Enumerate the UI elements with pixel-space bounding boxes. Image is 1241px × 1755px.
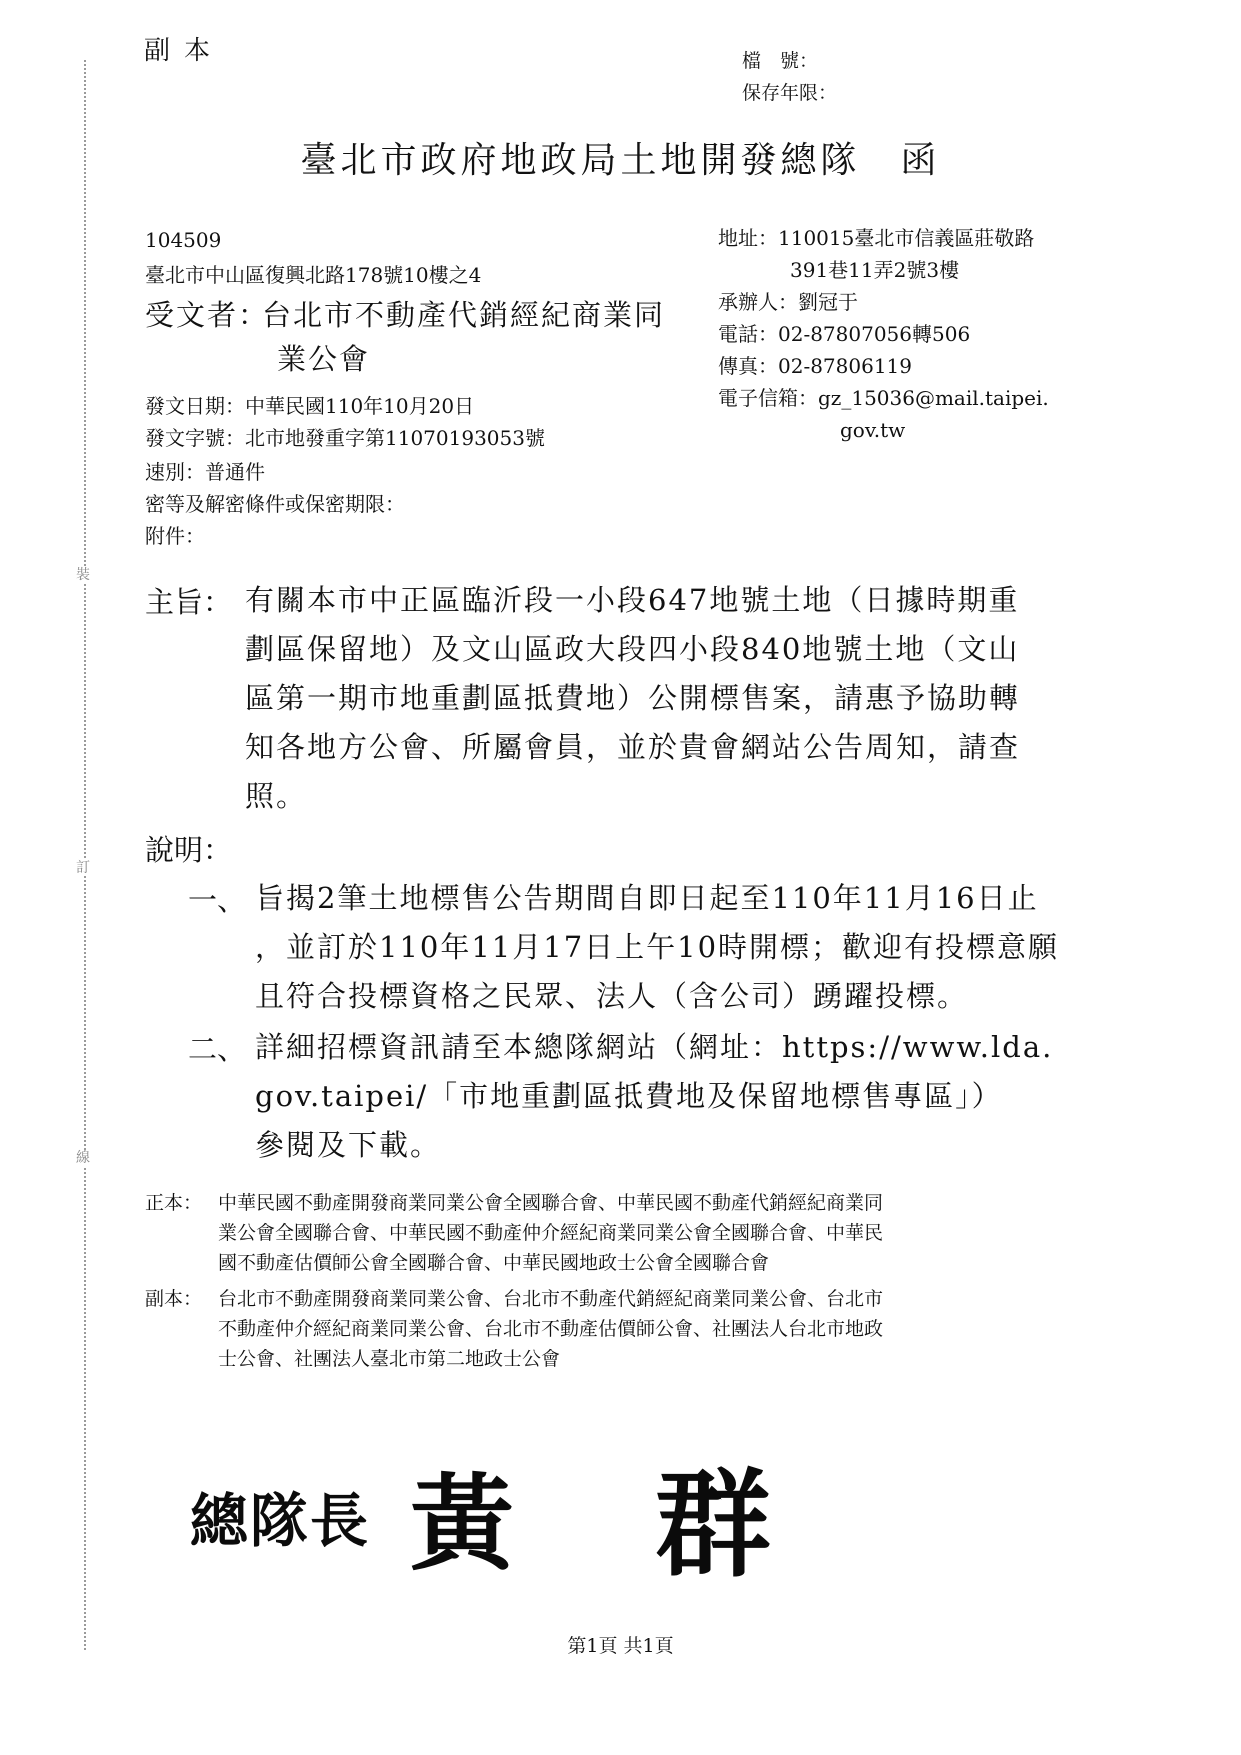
subject-line: 知各地方公會、所屬會員，並於貴會網站公告周知，請查 <box>245 730 1021 764</box>
contact-fax: 傳真：02-87806119 <box>718 354 913 378</box>
copy-recipients <box>218 1284 883 1374</box>
issue-date: 發文日期：中華民國110年10月20日 <box>145 394 475 418</box>
recipient-block <box>145 293 665 381</box>
recipient-name: 台北市不動產代銷經紀商業同 <box>262 298 666 332</box>
original-recipients-line: 國不動產估價師公會全國聯合會、中華民國地政士公會全國聯合會 <box>218 1252 770 1274</box>
binding-mark-3: 線 <box>76 1150 90 1166</box>
item-1-text <box>255 874 1059 1021</box>
subject-line: 照。 <box>245 779 308 813</box>
contact-email-cont: gov.tw <box>840 418 906 442</box>
file-number-label: 檔 號： <box>742 50 819 72</box>
item-2-text <box>255 1023 1053 1170</box>
signature-given-name: 群 <box>655 1457 771 1593</box>
subject-line: 區第一期市地重劃區抵費地）公開標售案，請惠予協助轉 <box>245 681 1021 715</box>
subject-text <box>245 576 1020 821</box>
attachment-label: 附件： <box>145 524 205 548</box>
copy-tag: 副本 <box>144 36 225 66</box>
binding-mark-2: 訂 <box>76 860 90 876</box>
original-recipients-label: 正本： <box>145 1192 203 1214</box>
subject-line: 劃區保留地）及文山區政大段四小段840地號土地（文山 <box>245 632 1020 666</box>
contact-block <box>718 222 1049 446</box>
explanation-label: 說明： <box>145 833 233 867</box>
contact-handler: 承辦人：劉冠于 <box>718 290 858 314</box>
subject-line: 有關本市中正區臨沂段一小段647地號土地（日據時期重 <box>245 583 1020 617</box>
subject-label: 主旨： <box>145 585 233 619</box>
item-1-marker: 一、 <box>188 883 247 917</box>
contact-phone: 電話：02-87807056轉506 <box>718 322 971 346</box>
secrecy-level: 密等及解密條件或保密期限： <box>145 492 405 516</box>
copy-recipients-line: 士公會、社團法人臺北市第二地政士公會 <box>218 1348 561 1370</box>
contact-email: 電子信箱：gz_15036@mail.taipei. <box>718 386 1049 410</box>
speed-class: 速別：普通件 <box>145 460 265 484</box>
contact-address: 地址：110015臺北市信義區莊敬路 <box>718 226 1035 250</box>
copy-recipients-line: 不動產仲介經紀商業同業公會、台北市不動產估價師公會、社團法人台北市地政 <box>218 1318 884 1340</box>
original-recipients <box>218 1188 883 1278</box>
recipient-name-cont: 業公會 <box>277 342 371 376</box>
item-1-line: ，並訂於110年11月17日上午10時開標；歡迎有投標意願 <box>255 930 1060 964</box>
item-2-line: gov.taipei/「市地重劃區抵費地及保留地標售專區」） <box>255 1079 1003 1113</box>
item-2-line: 詳細招標資訊請至本總隊網站（網址：https://www.lda. <box>255 1030 1054 1064</box>
issue-number: 發文字號：北市地發重字第11070193053號 <box>145 426 545 450</box>
item-2-line: 參閱及下載。 <box>255 1128 442 1162</box>
copy-recipients-line: 台北市不動產開發商業同業公會、台北市不動產代銷經紀商業同業公會、台北市 <box>218 1288 884 1310</box>
sender-address: 臺北市中山區復興北路178號10樓之4 <box>145 263 482 287</box>
signature-surname: 黃 <box>410 1462 515 1585</box>
original-recipients-line: 業公會全國聯合會、中華民國不動產仲介經紀商業同業公會全國聯合會、中華民 <box>218 1222 884 1244</box>
sender-postcode: 104509 <box>145 228 222 252</box>
copy-recipients-label: 副本： <box>145 1288 203 1310</box>
signature-title: 總隊長 <box>190 1487 371 1555</box>
binding-mark-1: 裝 <box>76 567 90 583</box>
item-1-line: 且符合投標資格之民眾、法人（含公司）踴躍投標。 <box>255 979 969 1013</box>
binding-line <box>84 60 86 1650</box>
contact-address-cont: 391巷11弄2號3樓 <box>790 258 960 282</box>
original-recipients-line: 中華民國不動產開發商業同業公會全國聯合會、中華民國不動產代銷經紀商業同 <box>218 1192 884 1214</box>
item-1-line: 旨揭2筆土地標售公告期間自即日起至110年11月16日止 <box>255 881 1039 915</box>
recipient-label: 受文者： <box>145 298 270 332</box>
retention-label: 保存年限： <box>742 82 838 104</box>
document-title: 臺北市政府地政局土地開發總隊 函 <box>300 140 941 181</box>
item-2-marker: 二、 <box>188 1032 247 1066</box>
page-number: 第1頁 共1頁 <box>567 1635 674 1657</box>
